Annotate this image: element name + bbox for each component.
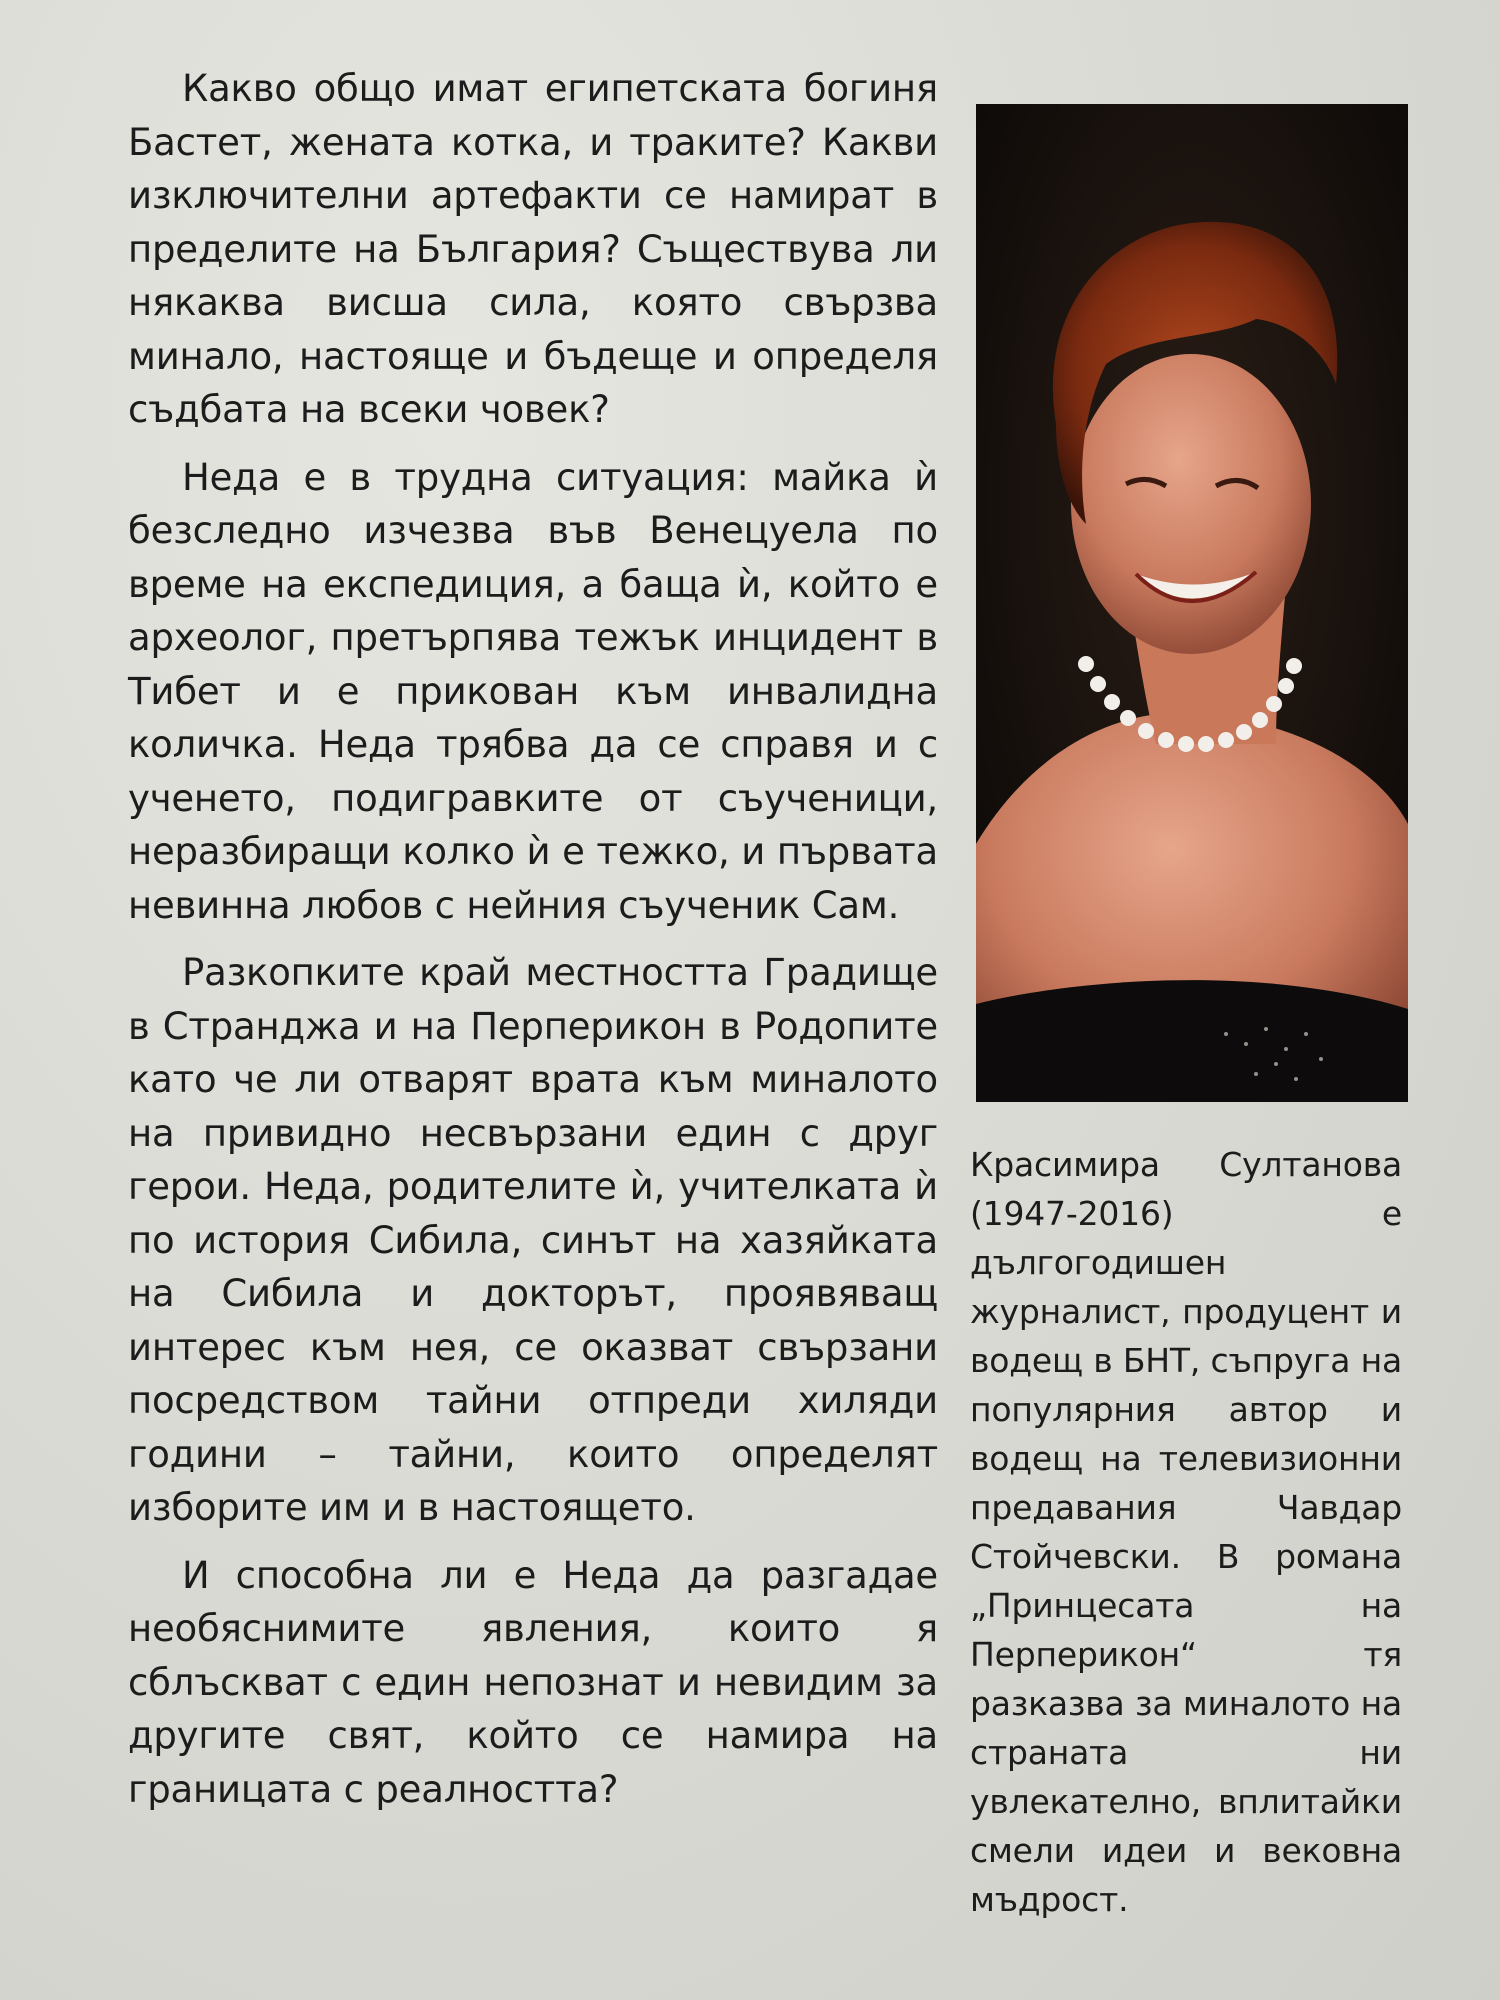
blurb-paragraph-4: И способна ли е Неда да разгадае необяснимите явления, които я сблъскват с един непознат и невидим за другите свят, който се намира на границата с реалността? bbox=[128, 1553, 938, 1811]
author-photo bbox=[976, 104, 1408, 1102]
blurb-paragraph-1: Какво общо имат египетската богиня Бастет, жената котка, и траките? Какви изключителни артефакти се намират в пределите на България? Съществува ли някаква висша сила, която свързва минало, настояще и бъдеще и определя съдбата на всеки човек? bbox=[128, 67, 938, 431]
author-bio-caption: Красимира Султанова (1947-2016) е дългогодишен журналист, продуцент и водещ в БНТ, съпруга на популярния автор и водещ на телевизионни предавания Чавдар Стойчевски. В романа „Принцесата на Перперикон“ тя разказва за миналото на страната ни увлекателно, вплитайки смели идеи и вековна мъдрост. bbox=[970, 1145, 1402, 1919]
blurb-paragraph-2: Неда е в трудна ситуация: майка ѝ безследно изчезва във Венецуела по време на експедиция, а баща ѝ, който е археолог, претърпява тежък инцидент в Тибет и е прикован към инвалидна количка. Неда трябва да се справя и с ученето, подигравките от съученици, неразбиращи колко ѝ е тежко, и първата невинна любов с нейния съученик Сам. bbox=[128, 455, 938, 927]
blurb-text bbox=[128, 62, 938, 1830]
author-portrait-image bbox=[976, 104, 1408, 1102]
blurb-paragraph-3: Разкопките край местността Градище в Странджа и на Перперикон в Родопите като че ли отварят врата към миналото на привидно несвързани един с друг герои. Неда, родителите ѝ, учителката ѝ по история Сибила, синът на хазяйката на Сибила и докторът, проявяващ интерес към нея, се оказват свързани посредством тайни отпреди хиляди години – тайни, които определят изборите им и в настоящето. bbox=[128, 951, 938, 1529]
